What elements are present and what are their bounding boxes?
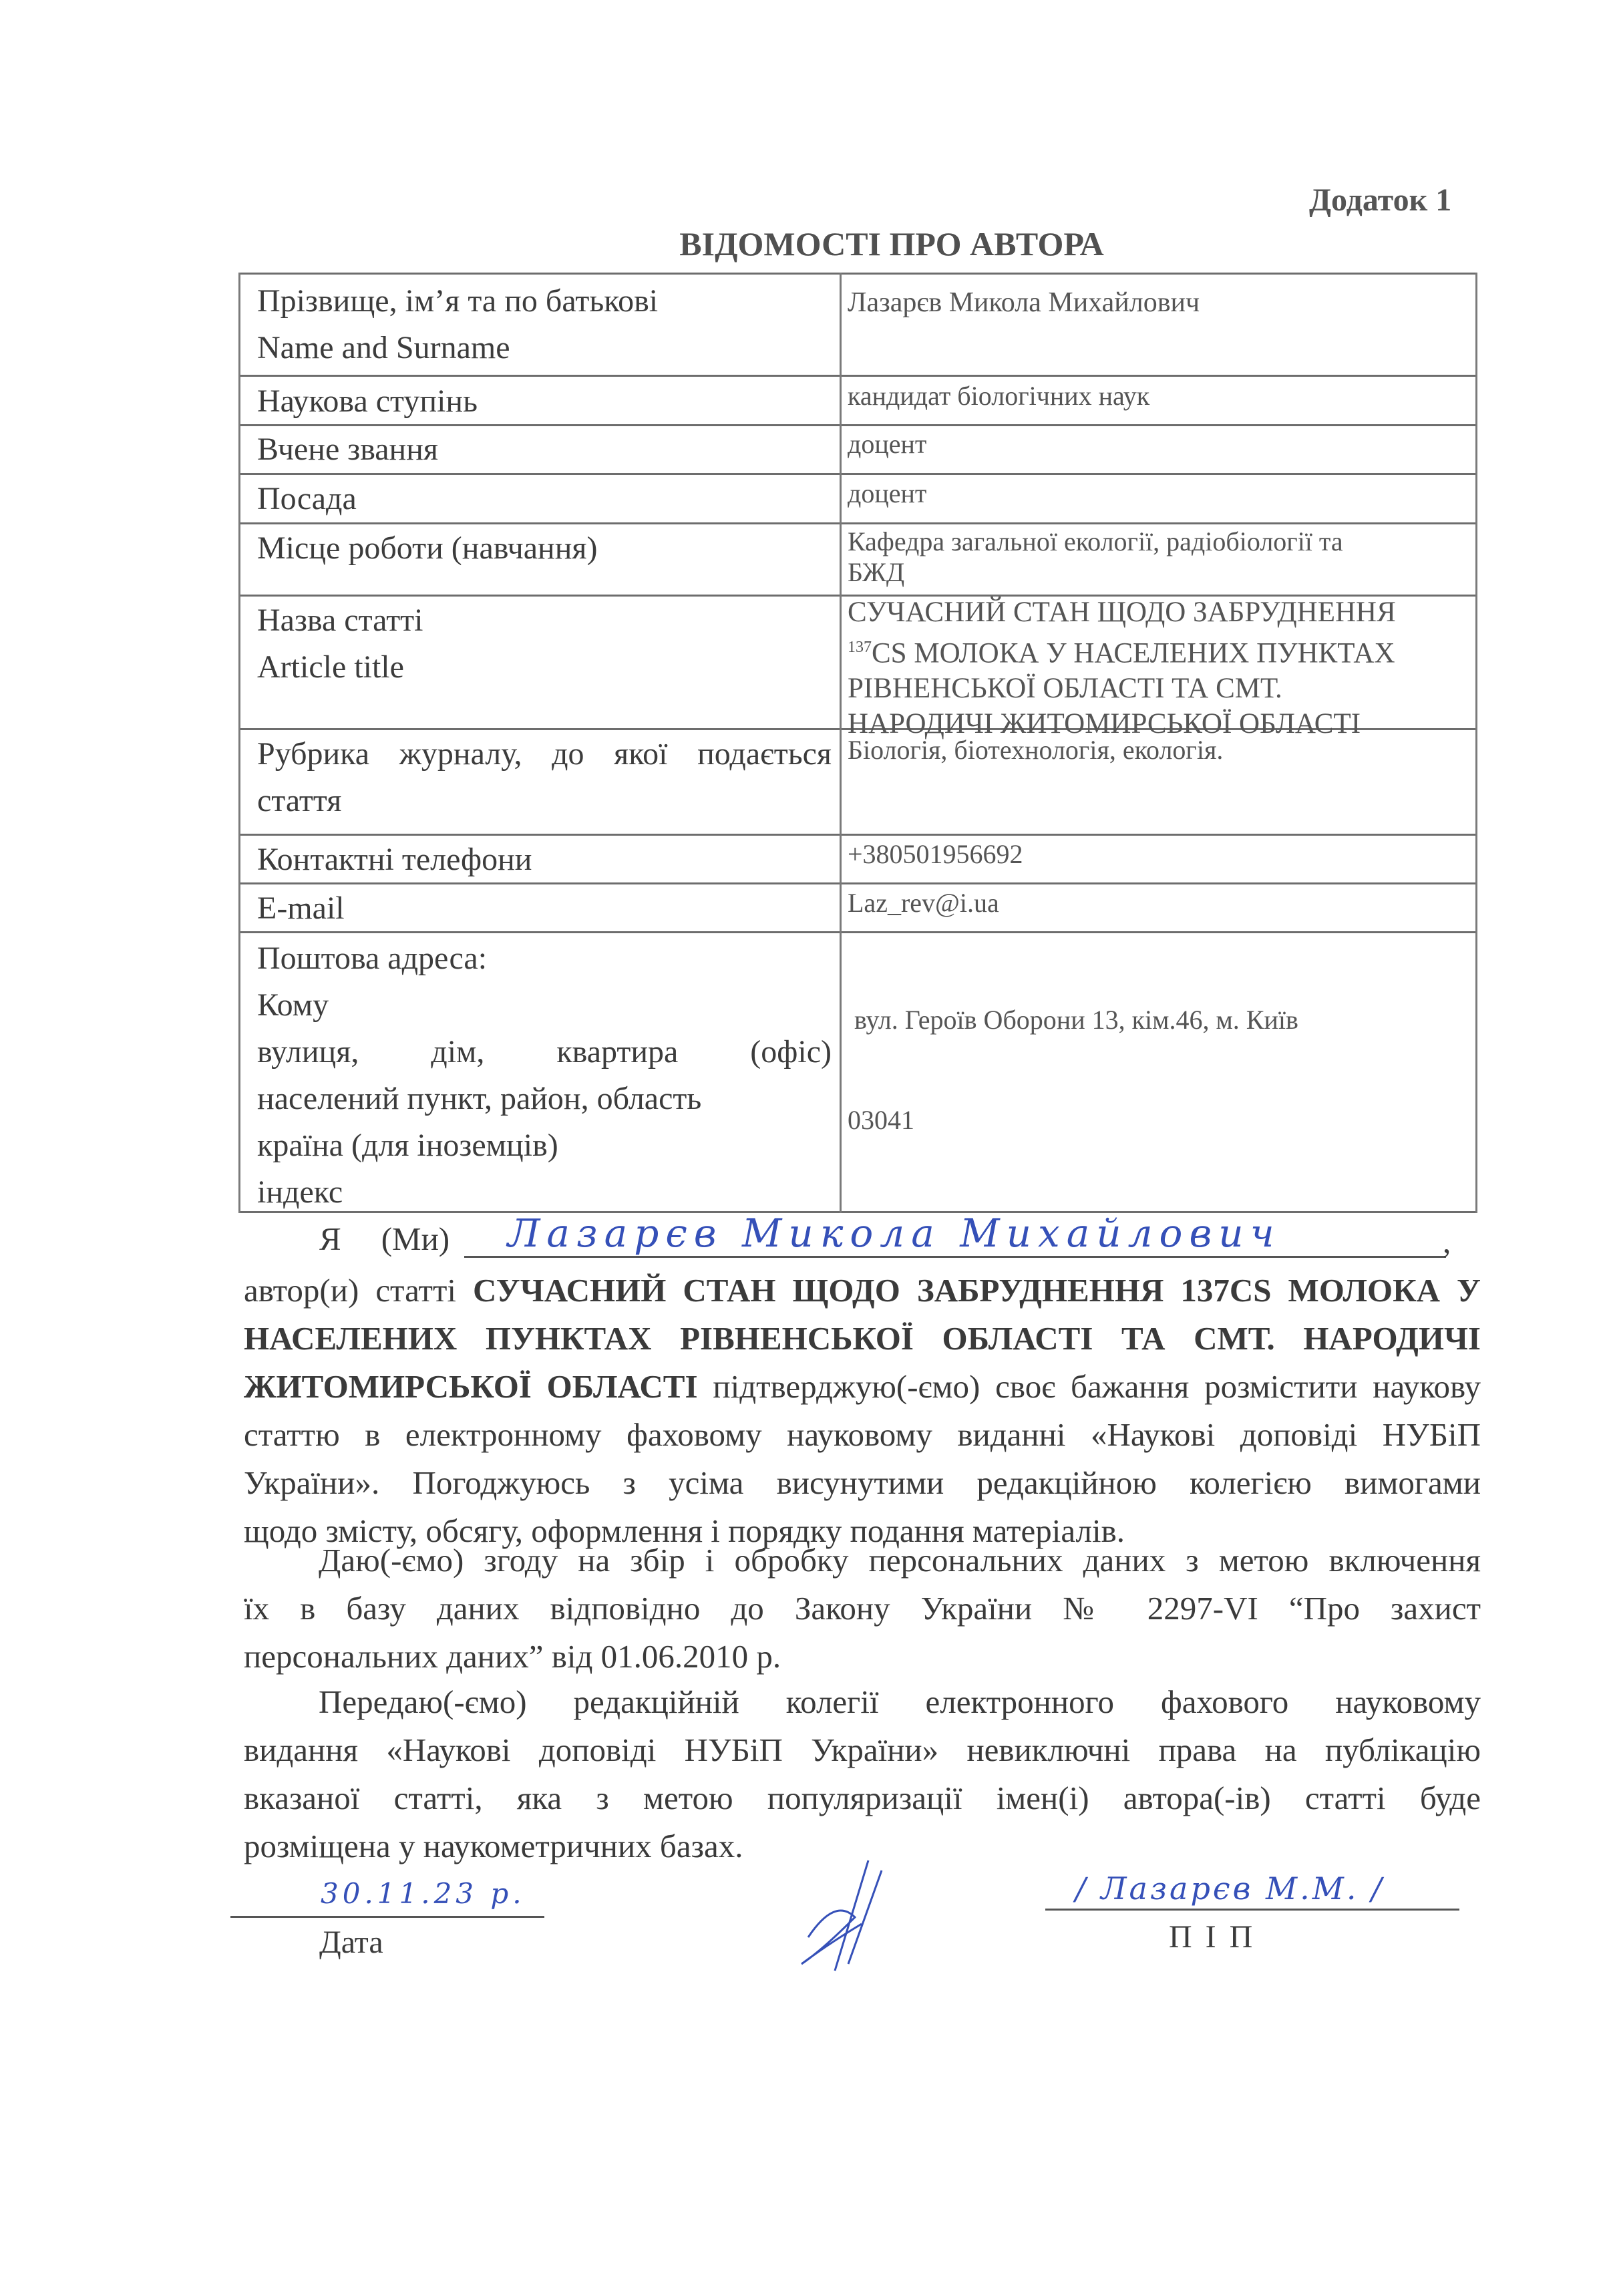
label-line: Назва статті bbox=[257, 603, 423, 638]
paragraph-line bbox=[244, 1363, 1481, 1411]
row-label-postal-address bbox=[257, 935, 832, 1216]
row-label-position: Посада bbox=[257, 481, 357, 516]
label-line: країна (для іноземців) bbox=[257, 1128, 558, 1163]
table-rule bbox=[238, 522, 1477, 524]
row-value-article-title bbox=[848, 595, 1396, 742]
paragraph-line: щодо змісту, обсягу, оформлення і порядку подання матеріалів. bbox=[244, 1512, 1125, 1549]
article-title-bold: ЖИТОМИРСЬКОЇ ОБЛАСТІ bbox=[244, 1368, 698, 1405]
row-label-article-title bbox=[257, 597, 423, 691]
value-line: вул. Героїв Оборони 13, кім.46, м. Київ bbox=[848, 1005, 1298, 1035]
value-line: РІВНЕНСЬКОЇ ОБЛАСТІ ТА СМТ. bbox=[848, 673, 1282, 705]
name-underline bbox=[464, 1256, 1446, 1258]
table-rule bbox=[238, 931, 1477, 933]
row-value-postal-address bbox=[848, 937, 1298, 1204]
row-value-phone: +380501956692 bbox=[848, 839, 1023, 869]
signature-mark bbox=[795, 1857, 902, 1977]
paragraph-line: розміщена у наукометричних базах. bbox=[244, 1828, 743, 1864]
declaration-paragraph-2 bbox=[244, 1536, 1481, 1681]
label-line: населений пункт, район, область bbox=[257, 1081, 702, 1116]
signature-icon bbox=[795, 1857, 902, 1977]
value-line-text: CS МОЛОКА У НАСЕЛЕНИХ ПУНКТАХ bbox=[872, 637, 1395, 669]
paragraph-line: їх в базу даних відповідно до Закону України № 2297-VI “Про захист bbox=[244, 1590, 1481, 1627]
paragraph-line: видання «Наукові доповіді НУБіП України» невиключні права на публікацію bbox=[244, 1732, 1481, 1768]
declaration-paragraph-1 bbox=[244, 1267, 1481, 1555]
value-line: БЖД bbox=[848, 557, 905, 587]
value-line: 03041 bbox=[848, 1105, 914, 1135]
row-value-full-name: Лазарєв Микола Михайлович bbox=[848, 287, 1200, 318]
label-line: вулиця, дім, квартира (офіс) bbox=[257, 1034, 832, 1070]
date-label: Дата bbox=[319, 1925, 383, 1960]
table-rule bbox=[238, 473, 1477, 475]
row-label-email: E-mail bbox=[257, 890, 345, 926]
author-info-table bbox=[238, 273, 1477, 1213]
declaration-paragraph-3 bbox=[244, 1678, 1481, 1870]
row-value-journal-section: Біологія, біотехнологія, екологія. bbox=[848, 735, 1224, 765]
value-line: НАРОДИЧІ ЖИТОМИРСЬКОЇ ОБЛАСТІ bbox=[848, 708, 1361, 740]
value-line: Кафедра загальної екології, радіобіології та bbox=[848, 526, 1343, 556]
table-rule bbox=[238, 834, 1477, 836]
handwritten-pip: / Лазарєв М.М. / bbox=[1075, 1870, 1385, 1907]
label-line: Рубрика журналу, до якої подається bbox=[257, 736, 832, 772]
paragraph-line: Даю(-ємо) згоду на збір і обробку персональних даних з метою включення bbox=[319, 1542, 1481, 1579]
label-line: стаття bbox=[257, 783, 342, 818]
paragraph-line bbox=[244, 1267, 1481, 1315]
date-underline bbox=[230, 1916, 544, 1918]
article-title-bold: СУЧАСНИЙ СТАН ЩОДО ЗАБРУДНЕННЯ 137CS МОЛОКА У bbox=[473, 1272, 1481, 1309]
text-run: підтверджую(-ємо) своє бажання розмістити наукову bbox=[697, 1368, 1481, 1405]
paragraph-line: України». Погоджуюсь з усіма висунутими редакційною колегією вимогами bbox=[244, 1464, 1481, 1501]
handwritten-date: 30.11.23 р. bbox=[321, 1877, 526, 1910]
label-line: Поштова адреса: bbox=[257, 941, 488, 976]
handwritten-name: Лазарєв Микола Михайлович bbox=[508, 1210, 1281, 1256]
isotope-superscript: 137 bbox=[848, 639, 872, 656]
label-line: Кому bbox=[257, 987, 329, 1023]
declarant-lead bbox=[319, 1220, 450, 1258]
pip-label: П І П bbox=[1169, 1919, 1256, 1955]
trailing-comma: , bbox=[1443, 1223, 1451, 1260]
pip-underline bbox=[1045, 1909, 1459, 1911]
text-run: автор(и) статті bbox=[244, 1272, 474, 1309]
lead-we: (Ми) bbox=[381, 1220, 450, 1257]
table-rule bbox=[238, 273, 240, 1213]
table-rule bbox=[238, 375, 1477, 377]
value-line bbox=[848, 630, 1396, 671]
table-rule bbox=[238, 273, 1477, 275]
label-line: індекс bbox=[257, 1174, 343, 1210]
paragraph-line: персональних даних” від 01.06.2010 р. bbox=[244, 1638, 781, 1675]
paragraph-line: статтю в електронному фаховому науковому виданні «Наукові доповіді НУБіП bbox=[244, 1416, 1481, 1453]
row-label-full-name bbox=[257, 278, 658, 371]
label-line: Article title bbox=[257, 649, 404, 685]
table-column-divider bbox=[840, 273, 842, 1213]
row-value-degree: кандидат біологічних наук bbox=[848, 381, 1150, 411]
paragraph-line: вказаної статті, яка з метою популяризації імен(і) автора(-ів) статті буде bbox=[244, 1780, 1481, 1816]
article-title-bold: НАСЕЛЕНИХ ПУНКТАХ РІВНЕНСЬКОЇ ОБЛАСТІ ТА СМТ. НАРОДИЧІ bbox=[244, 1320, 1481, 1357]
row-label-phone: Контактні телефони bbox=[257, 842, 532, 877]
label-line: Прізвище, ім’я та по батькові bbox=[257, 283, 659, 319]
label-line: Name and Surname bbox=[257, 330, 510, 365]
row-label-academic-rank: Вчене звання bbox=[257, 432, 439, 467]
value-line: СУЧАСНИЙ СТАН ЩОДО ЗАБРУДНЕННЯ bbox=[848, 597, 1396, 628]
row-value-email: Laz_rev@i.ua bbox=[848, 888, 999, 918]
paragraph-line: Передаю(-ємо) редакційній колегії електронного фахового науковому bbox=[319, 1683, 1481, 1720]
table-rule bbox=[1475, 273, 1477, 1213]
row-label-workplace: Місце роботи (навчання) bbox=[257, 530, 598, 566]
document-title: ВІДОМОСТІ ПРО АВТОРА bbox=[679, 225, 1104, 263]
row-value-academic-rank: доцент bbox=[848, 429, 927, 459]
appendix-label: Додаток 1 bbox=[1309, 182, 1452, 218]
row-label-journal-section bbox=[257, 731, 832, 824]
row-label-degree: Наукова ступінь bbox=[257, 383, 478, 419]
row-value-position: доцент bbox=[848, 478, 927, 508]
row-value-workplace bbox=[848, 526, 1343, 588]
lead-i: Я bbox=[319, 1220, 341, 1257]
